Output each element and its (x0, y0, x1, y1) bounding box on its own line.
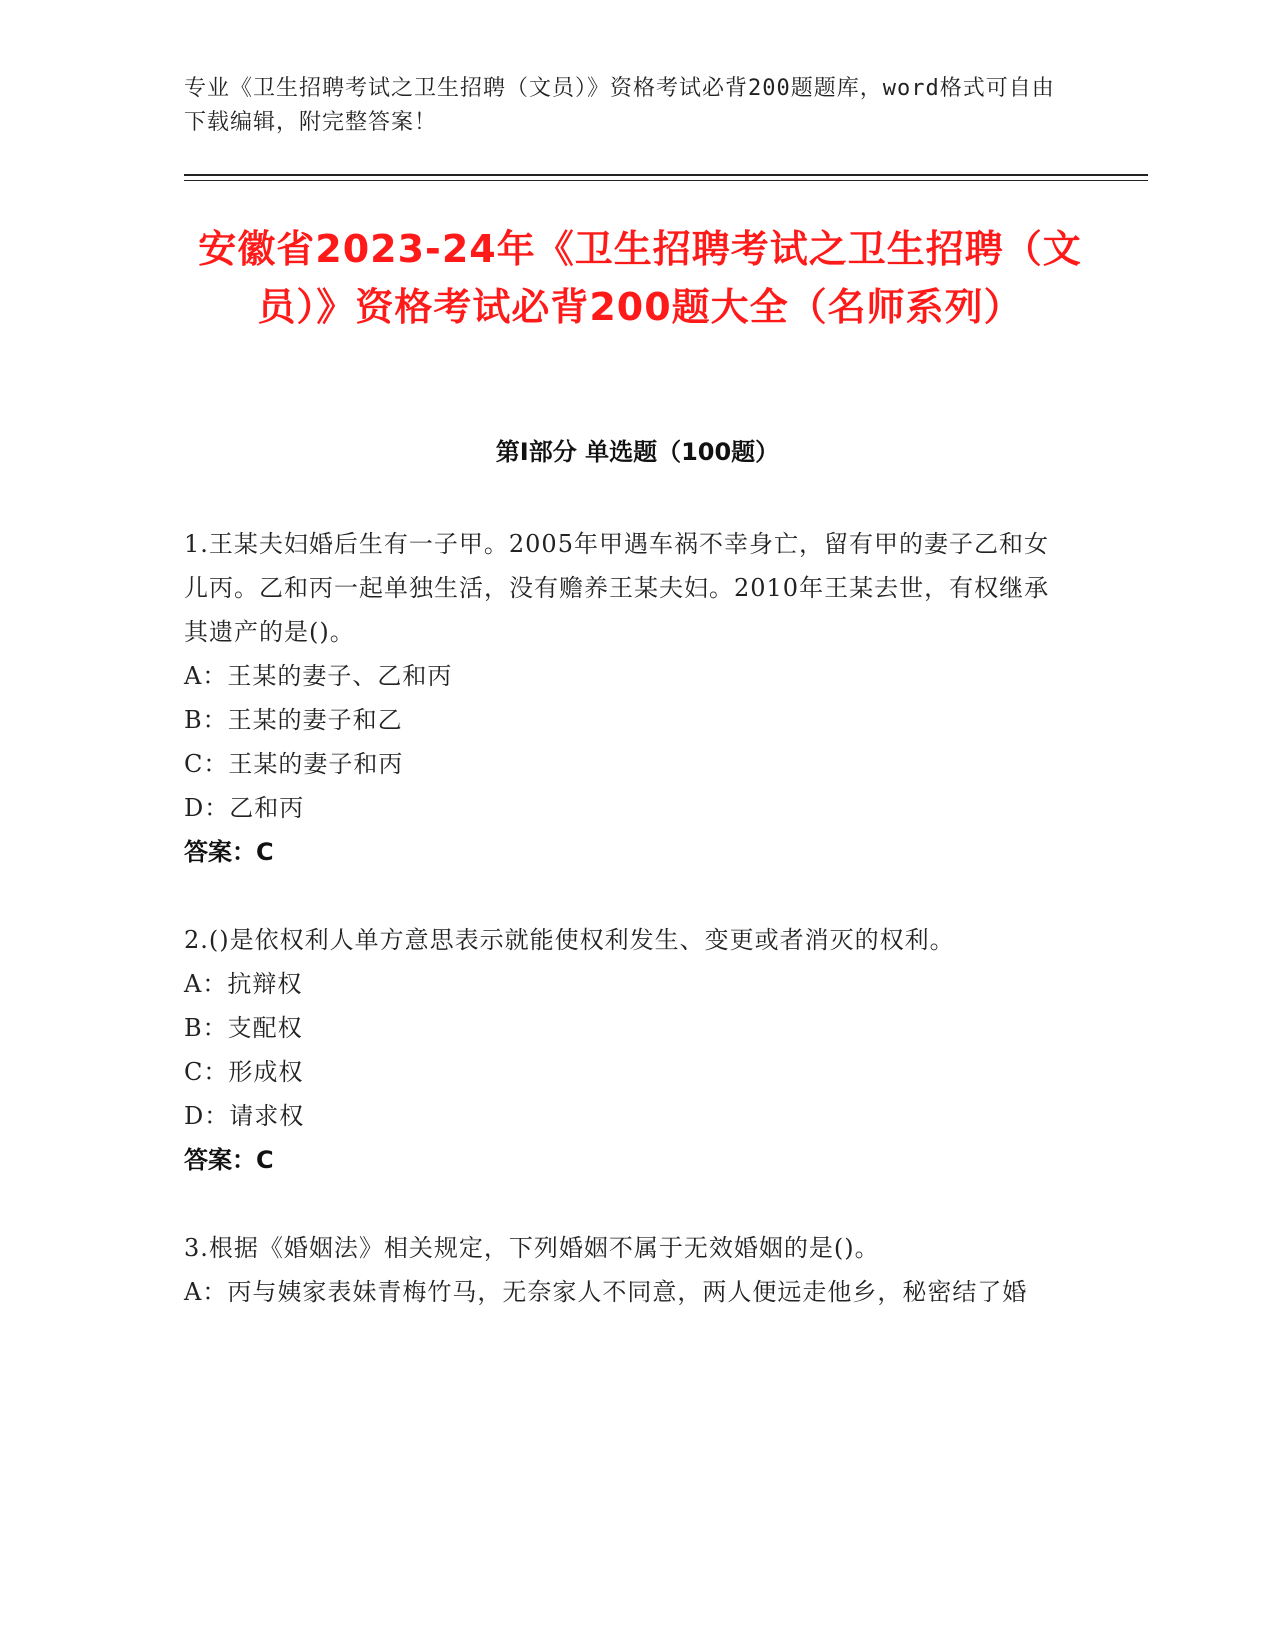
question-stem: 2.()是依权利人单方意思表示就能使权利发生、变更或者消灭的权利。 (184, 926, 955, 954)
question-option: D：乙和丙 (184, 794, 305, 822)
question-option: B：王某的妻子和乙 (184, 706, 403, 734)
question-spacer (184, 1182, 1064, 1226)
section-heading: 第I部分 单选题（100题） (495, 438, 780, 466)
question-3 (184, 1226, 1064, 1314)
header-divider-thin (184, 180, 1148, 181)
question-1 (184, 522, 1064, 874)
header-divider (184, 174, 1148, 176)
question-option: A：王某的妻子、乙和丙 (184, 662, 453, 690)
question-option: C：王某的妻子和丙 (184, 750, 404, 778)
question-answer: 答案：C (184, 1146, 274, 1174)
question-option: A：丙与姨家表妹青梅竹马，无奈家人不同意，两人便远走他乡，秘密结了婚 (184, 1278, 1028, 1306)
question-option: A：抗辩权 (184, 970, 303, 998)
question-list (184, 522, 1064, 1314)
question-spacer (184, 874, 1064, 918)
question-option: D：请求权 (184, 1102, 305, 1130)
question-stem: 3.根据《婚姻法》相关规定，下列婚姻不属于无效婚姻的是()。 (184, 1234, 880, 1262)
header-note: 专业《卫生招聘考试之卫生招聘（文员）》资格考试必背200题题库，word格式可自由下载编辑，附完整答案！ (184, 76, 1055, 135)
question-option: B：支配权 (184, 1014, 303, 1042)
question-2 (184, 918, 1064, 1182)
document-title: 安徽省2023-24年《卫生招聘考试之卫生招聘（文员）》资格考试必背200题大全（名师系列） (198, 227, 1082, 329)
question-stem: 1.王某夫妇婚后生有一子甲。2005年甲遇车祸不幸身亡，留有甲的妻子乙和女儿丙。乙和丙一起单独生活，没有赡养王某夫妇。2010年王某去世，有权继承其遗产的是()。 (184, 530, 1050, 646)
question-answer: 答案：C (184, 838, 274, 866)
question-option: C：形成权 (184, 1058, 304, 1086)
